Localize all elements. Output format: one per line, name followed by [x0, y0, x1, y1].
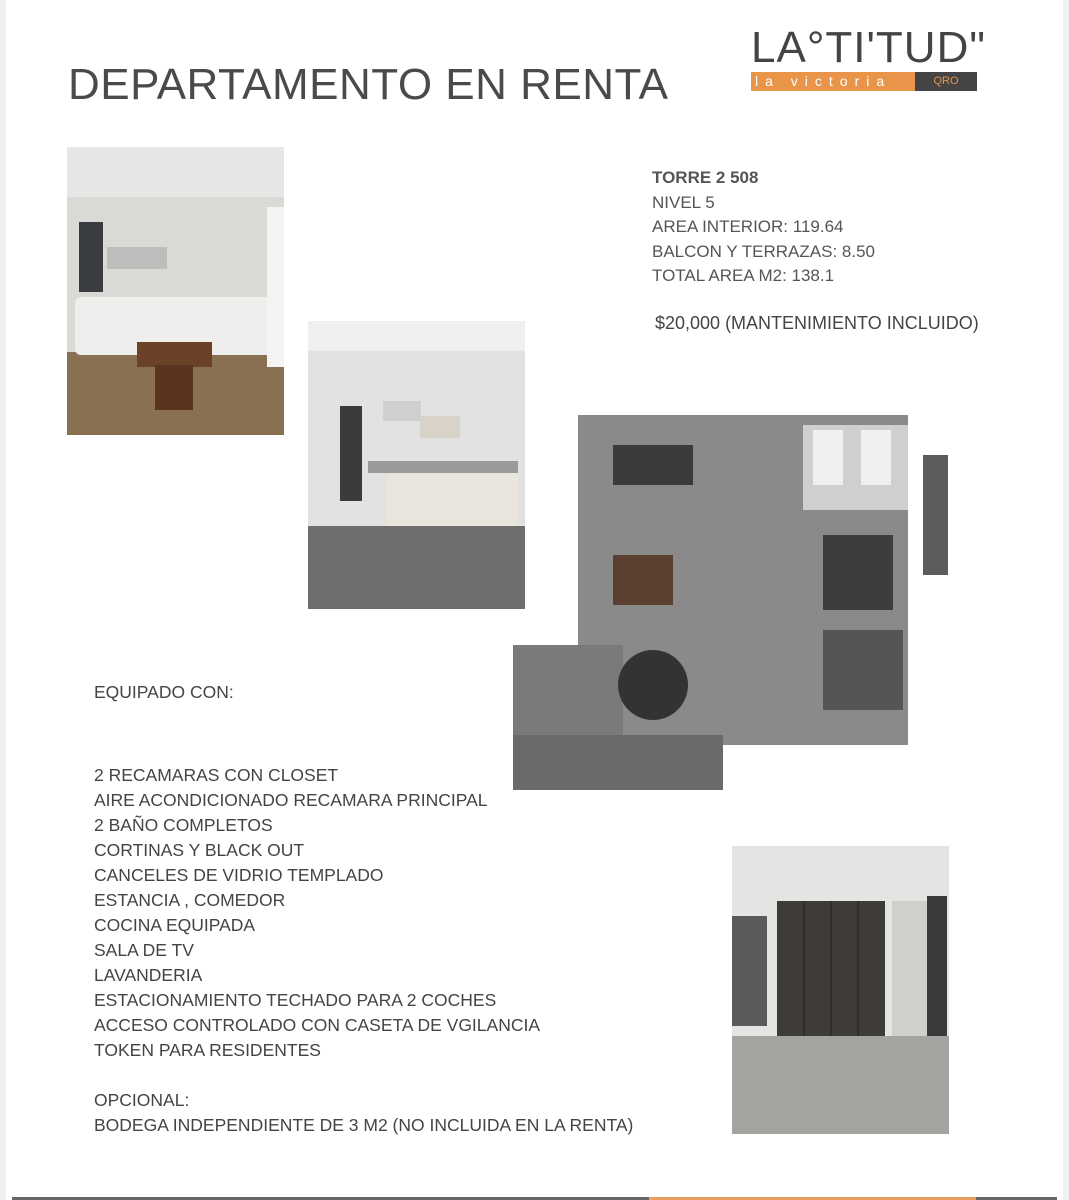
spec-line: NIVEL 5 — [652, 192, 715, 212]
amenity-item: SALA DE TV — [94, 940, 194, 960]
spec-line: BALCON Y TERRAZAS: 8.50 — [652, 241, 875, 261]
amenity-item: ESTANCIA , COMEDOR — [94, 890, 286, 910]
amenity-item: CORTINAS Y BLACK OUT — [94, 840, 305, 860]
amenity-item: AIRE ACONDICIONADO RECAMARA PRINCIPAL — [94, 790, 488, 810]
amenities-list — [94, 680, 633, 1138]
logo-tag: QRO — [915, 72, 977, 91]
unit-specs — [652, 166, 875, 289]
amenity-item: ESTACIONAMIENTO TECHADO PARA 2 COCHES — [94, 990, 497, 1010]
spec-line: TOTAL AREA M2: 138.1 — [652, 266, 835, 285]
amenity-item: LAVANDERIA — [94, 965, 203, 985]
living-room-photo — [67, 147, 284, 435]
amenity-item: 2 RECAMARAS CON CLOSET — [94, 765, 339, 785]
optional-heading: OPCIONAL: — [94, 1090, 190, 1110]
amenity-item: ACCESO CONTROLADO CON CASETA DE VGILANCIA — [94, 1015, 541, 1035]
rent-price: $20,000 (MANTENIMIENTO INCLUIDO) — [655, 313, 979, 333]
spec-line: AREA INTERIOR: 119.64 — [652, 217, 844, 236]
bedroom-photo — [732, 846, 949, 1134]
amenities-heading: EQUIPADO CON: — [94, 682, 234, 702]
amenity-item: TOKEN PARA RESIDENTES — [94, 1040, 321, 1060]
amenity-item: COCINA EQUIPADA — [94, 915, 256, 935]
logo-wordmark: LA°TI'TUD" — [751, 23, 986, 72]
unit-number: TORRE 2 508 — [652, 168, 759, 187]
optional-item: BODEGA INDEPENDIENTE DE 3 M2 (NO INCLUIDA EN LA RENTA) — [94, 1115, 634, 1135]
amenity-item: 2 BAÑO COMPLETOS — [94, 815, 273, 835]
logo-subtitle: la victoria — [751, 72, 915, 91]
kitchen-photo — [308, 321, 525, 609]
amenity-item: CANCELES DE VIDRIO TEMPLADO — [94, 865, 384, 885]
page-title: DEPARTAMENTO EN RENTA — [68, 60, 669, 109]
latitud-logo — [751, 23, 1006, 91]
